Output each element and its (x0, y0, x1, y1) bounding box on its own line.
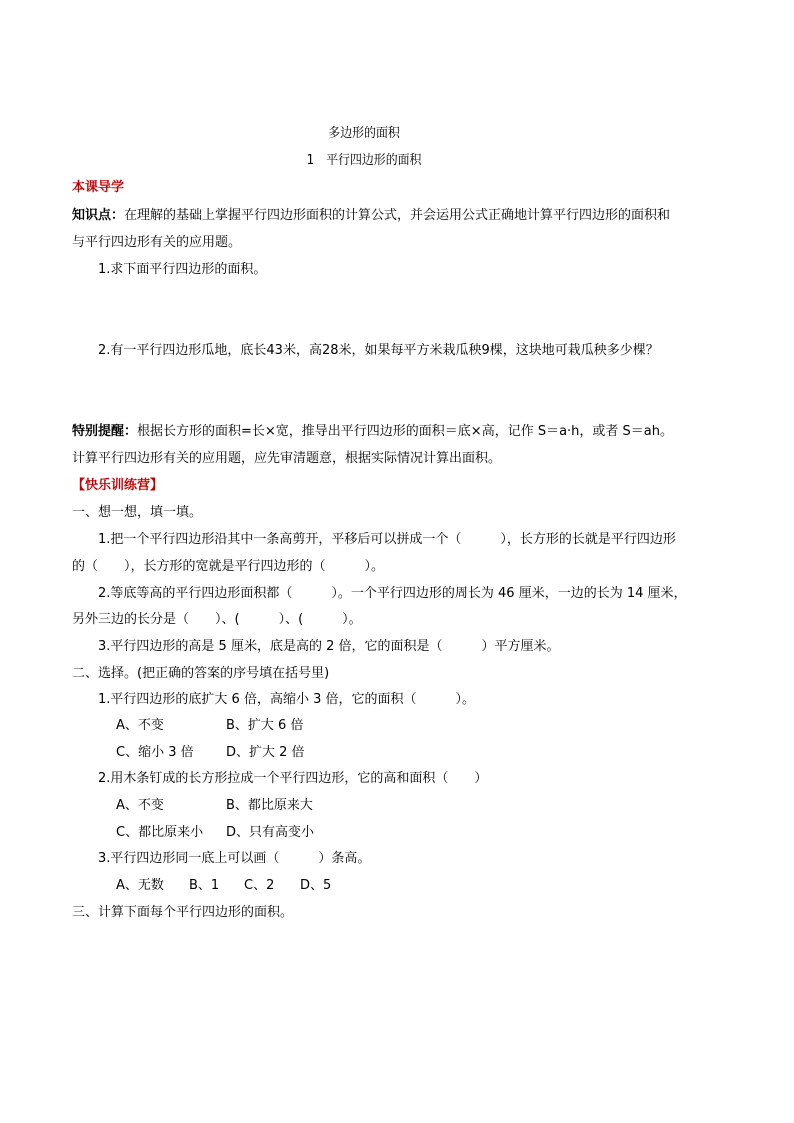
knowledge-line-2: 与平行四边形有关的应用题。 (72, 235, 242, 250)
q1-option-b: B、扩大 6 倍 (226, 718, 304, 733)
section3-title: 三、计算下面每个平行四边形的面积。 (72, 905, 294, 920)
section1-item2-line1: 2.等底等高的平行四边形面积都（ ）。一个平行四边形的周长为 46 厘米，一边的长为 14 厘米， (98, 586, 687, 601)
knowledge-line-1 (72, 208, 670, 224)
tip-label: 特别提醒： (72, 424, 138, 439)
q1-option-c: C、缩小 3 倍 (116, 745, 194, 760)
section1-item1-line1: 1.把一个平行四边形沿其中一条高剪开，平移后可以拼成一个（ ），长方形的长就是平行四边形 (98, 532, 676, 547)
tip-line-1 (72, 424, 673, 440)
practice-heading: 【快乐训练营】 (72, 478, 164, 493)
q2-option-d: D、只有高变小 (226, 825, 315, 840)
knowledge-text-1: 在理解的基础上掌握平行四边形面积的计算公式，并会运用公式正确地计算平行四边形的面积和 (124, 208, 671, 223)
q3-option-a: A、无数 (116, 878, 164, 893)
q2-option-a: A、不变 (116, 798, 164, 813)
q3-option-c: C、2 (244, 878, 275, 893)
q2-option-c: C、都比原来小 (116, 825, 204, 840)
q1-option-d: D、扩大 2 倍 (226, 745, 305, 760)
guide-question-1: 1.求下面平行四边形的面积。 (98, 262, 267, 277)
q2-option-b: B、都比原来大 (226, 798, 313, 813)
tip-line-2: 计算平行四边形有关的应用题，应先审清题意，根据实际情况计算出面积。 (72, 451, 502, 466)
lesson-title: 1 平行四边形的面积 (306, 153, 422, 168)
q3-option-b: B、1 (189, 878, 220, 893)
section2-question-3: 3.平行四边形同一底上可以画（ ）条高。 (98, 851, 371, 866)
section1-title: 一、想一想，填一填。 (72, 505, 203, 520)
q3-option-d: D、5 (300, 878, 332, 893)
section1-item1-line2: 的（ ），长方形的宽就是平行四边形的（ ）。 (72, 559, 385, 574)
guide-heading: 本课导学 (72, 180, 125, 195)
doc-title: 多边形的面积 (328, 126, 400, 141)
section1-item3: 3.平行四边形的高是 5 厘米，底是高的 2 倍，它的面积是（ ）平方厘米。 (98, 639, 560, 654)
section2-question-1: 1.平行四边形的底扩大 6 倍，高缩小 3 倍，它的面积（ ）。 (98, 692, 475, 707)
knowledge-label: 知识点： (72, 208, 125, 223)
tip-text-1: 根据长方形的面积=长×宽，推导出平行四边形的面积＝底×高，记作 S＝a·h，或者 S＝ah。 (137, 424, 674, 439)
section1-item2-line2: 另外三边的长分是（ ）、( ）、( ）。 (72, 612, 362, 627)
guide-question-2: 2.有一平行四边形瓜地，底长43米，高28米，如果每平方米栽瓜秧9棵，这块地可栽瓜秧多少棵？ (98, 343, 659, 358)
section2-question-2: 2.用木条钉成的长方形拉成一个平行四边形，它的高和面积（ ） (98, 771, 488, 786)
section2-title: 二、选择。(把正确的答案的序号填在括号里) (72, 666, 330, 681)
q1-option-a: A、不变 (116, 718, 164, 733)
